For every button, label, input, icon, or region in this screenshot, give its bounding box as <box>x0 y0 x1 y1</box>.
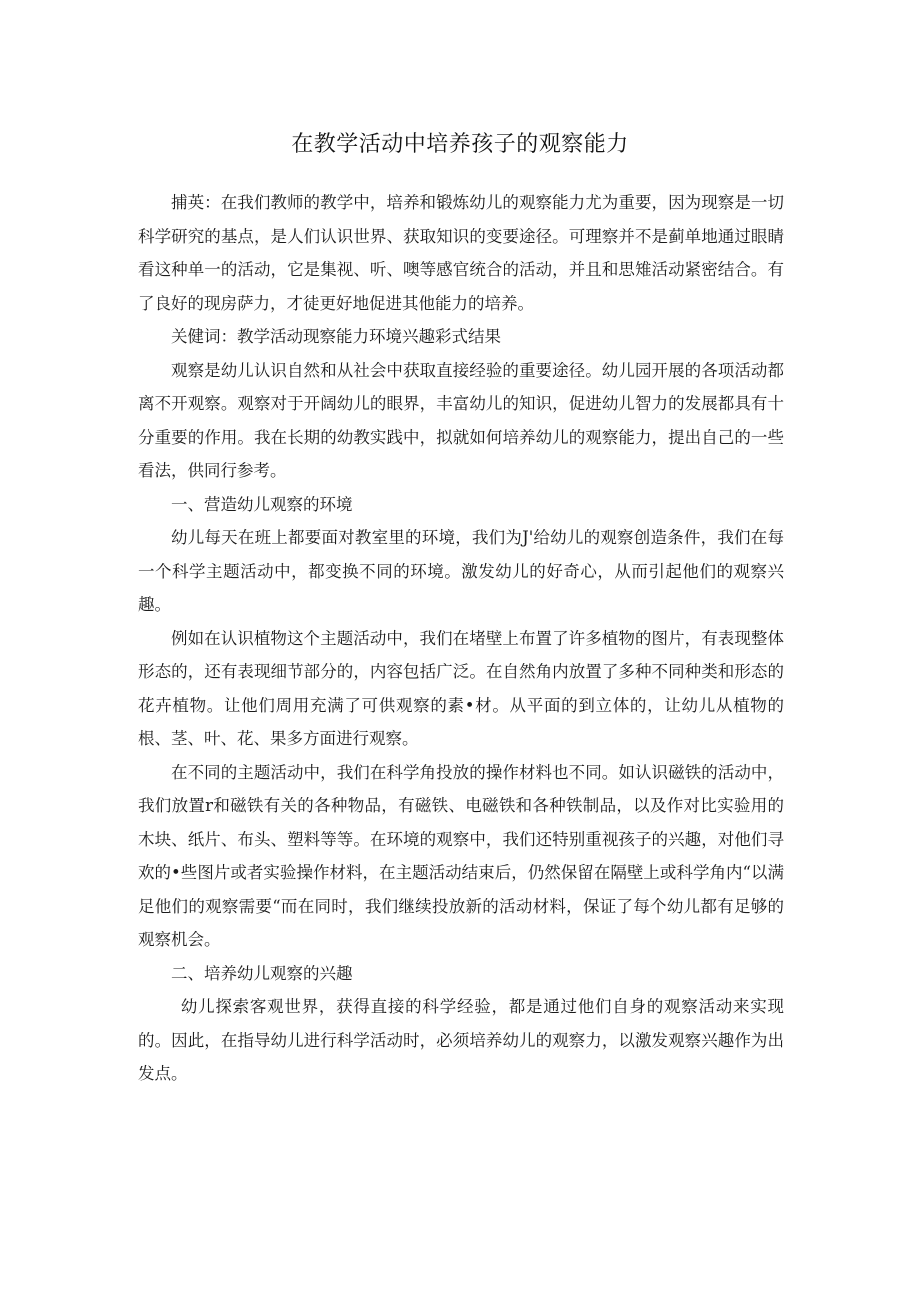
intro-paragraph: 观察是幼儿认识自然和从社会中获取直接经验的重要途径。幼儿园开展的各项活动都离不开观察。观察对于开阔幼儿的眼界，丰富幼儿的知识，促进幼儿智力的发展都具有十分重要的作用。我在长期的幼教实践中，拟就如何培养幼儿的观察能力，提出自己的一些看法，供同行参考。 <box>138 360 784 480</box>
keywords-line: 关健词：教学活动现察能力环境兴趣彩式结果 <box>171 327 501 346</box>
body-paragraph: 在不同的主题活动中，我们在科学角投放的操作材料也不同。如认识磁铁的活动中，我们放置r和磁铁有关的各种物品，有磁铁、电磁铁和各种铁制品，以及作对比实验用的木块、纸片、布头、塑料等等。在环境的观察中，我们还特别重视孩子的兴趣，对他们寻欢的•些图片或者实验操作材料，在主题活动结束后，仍然保留在隔壁上或科学角内“以满足他们的观察需要“而在同时，我们继续投放新的活动材料，保证了每个幼儿都有足够的观察机会。 <box>138 762 784 949</box>
section-heading-2: 二、培养幼儿观察的兴趣 <box>171 963 353 983</box>
section-heading-1: 一、营造幼儿观察的环境 <box>171 494 353 514</box>
body-paragraph: 例如在认识植物这个主题活动中，我们在堵壁上布置了许多植物的图片，有表现整体形态的，还有表现细节部分的，内容包括广泛。在自然角内放置了多种不同种类和形态的花卉植物。让他们周用充满了可供观察的素•材。从平面的到立体的，让幼儿从植物的根、茎、叶、花、果多方面进行观察。 <box>138 628 784 748</box>
document-body <box>138 186 784 1091</box>
document-title: 在教学活动中培养孩子的观察能力 <box>291 132 629 157</box>
body-paragraph: 幼儿探索客观世界，获得直接的科学经验，都是通过他们自身的观察活动来实现的。因此，在指导幼儿进行科学活动时，必须培养幼儿的观察力，以激发观察兴趣作为出发点。 <box>138 997 784 1083</box>
abstract-paragraph: 捕英：在我们教师的教学中，培养和锻炼幼儿的观察能力尤为重要，因为现察是一切科学研究的基点，是人们认识世界、获取知识的变要途径。可理察并不是蓟单地通过眼睛看这种单一的活动，它是集视、听、噢等感官统合的活动，并且和思雉活动紧密结合。有了良好的现房萨力，才徒更好地促进其他能力的培养。 <box>138 193 784 313</box>
body-paragraph: 幼儿每天在班上都要面对教室里的环境，我们为J'给幼儿的观察创造条件，我们在每一个科学主题活动中，都变换不同的环境。激发幼儿的好奇心，从而引起他们的观察兴趣。 <box>138 528 784 614</box>
